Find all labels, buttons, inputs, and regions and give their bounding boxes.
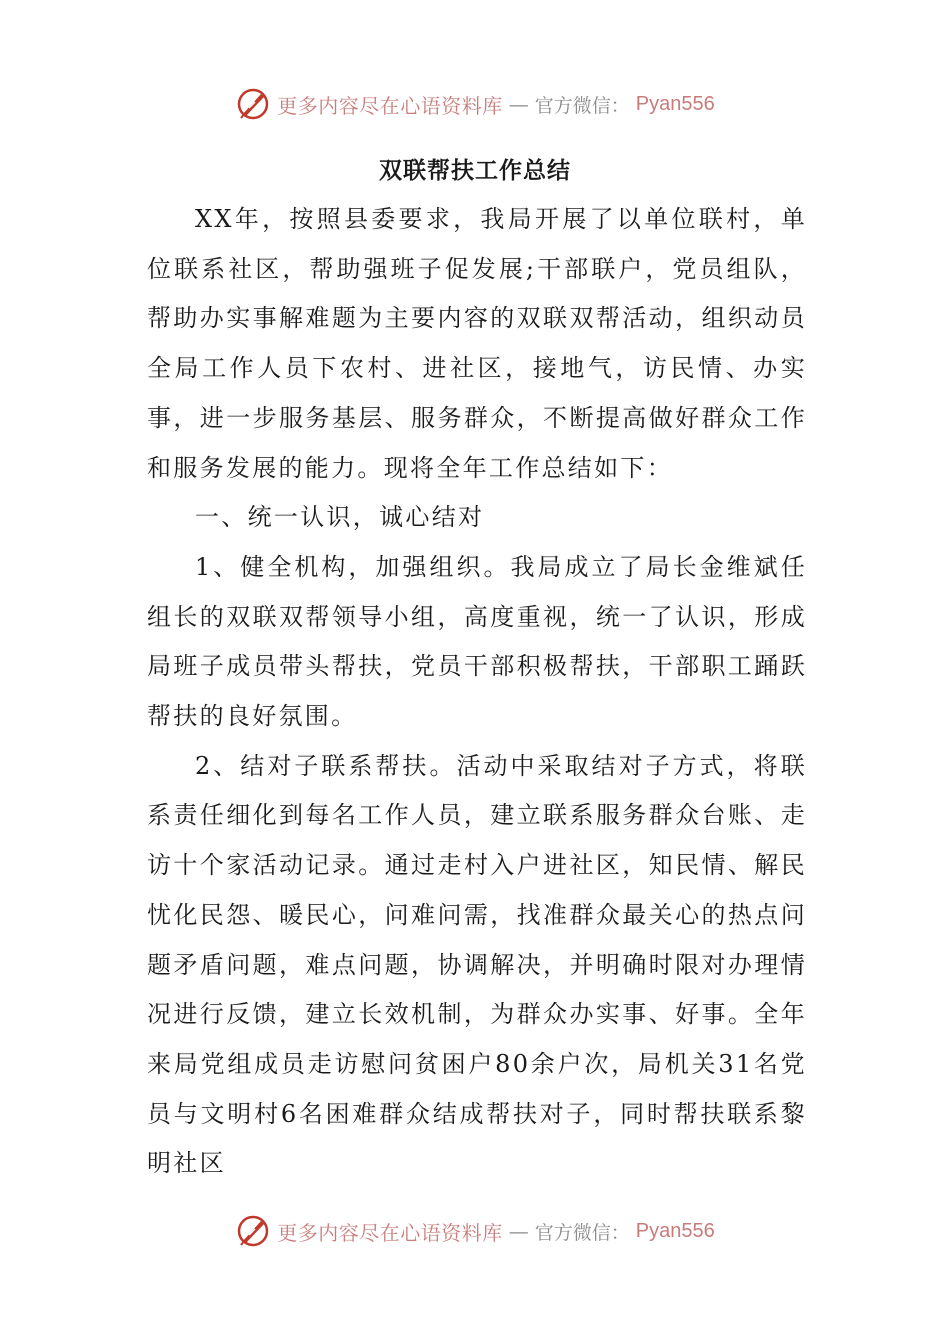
watermark-header [0, 84, 950, 124]
watermark-separator: — [508, 1219, 529, 1243]
paragraph-item-2: 2、结对子联系帮扶。活动中采取结对子方式，将联系责任细化到每名工作人员，建立联系服务群众台账、走访十个家活动记录。通过走村入户进社区，知民情、解民忧化民怨、暖民心，问难问需，找准群众最关心的热点问题矛盾问题，难点问题，协调解决，并明确时限对办理情况进行反馈，建立长效机制，为群众办实事、好事。全年来局党组成员走访慰问贫困户80余户次，局机关31名党员与文明村6名困难群众结成帮扶对子，同时帮扶联系黎明社区 [147, 751, 807, 1178]
document-title: 双联帮扶工作总结 [379, 158, 571, 184]
paragraph-item-1: 1、健全机构，加强组织。我局成立了局长金维斌任组长的双联双帮领导小组，高度重视，统一了认识，形成局班子成员带头帮扶，党员干部积极帮扶，干部职工踊跃帮扶的良好氛围。 [147, 552, 807, 731]
watermark-separator: — [508, 92, 529, 116]
watermark-wechat-label: 官方微信： [534, 1221, 630, 1244]
watermark-footer [0, 1211, 950, 1251]
watermark-wechat-id: Pyan556 [635, 92, 715, 115]
document-body [147, 195, 807, 1189]
watermark-wechat-label: 官方微信： [534, 94, 630, 117]
watermark-text: 更多内容尽在心语资料库 [277, 1220, 503, 1245]
quill-logo-icon [235, 86, 271, 122]
paragraph-intro: XX年，按照县委要求，我局开展了以单位联村，单位联系社区，帮助强班子促发展;干部联户，党员组队，帮助办实事解难题为主要内容的双联双帮活动，组织动员全局工作人员下农村、进社区，接地气，访民情、办实事，进一步服务基层、服务群众，不断提高做好群众工作和服务发展的能力。现将全年工作总结如下： [147, 205, 807, 482]
watermark-wechat-id: Pyan556 [635, 1219, 715, 1242]
quill-logo-icon [235, 1213, 271, 1249]
watermark-text: 更多内容尽在心语资料库 [277, 93, 503, 118]
section-heading-1: 一、统一认识，诚心结对 [195, 503, 485, 532]
